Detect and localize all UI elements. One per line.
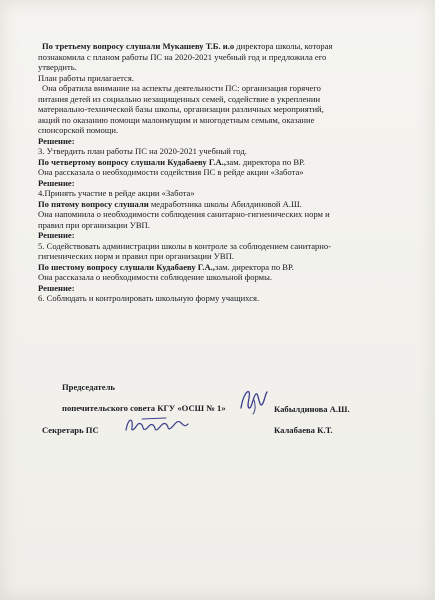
decision-text: 6. Соблюдать и контролировать школьную форму учащихся. (38, 293, 260, 303)
text-line: План работы прилагается. (38, 72, 134, 83)
decision-text: 3. Утвердить план работы ПС на 2020-2021 учебный год. (38, 146, 247, 156)
chair-title-line2: попечительского совета КГУ «ОСШ № 1» (62, 403, 226, 413)
decision-label: Решение: (38, 230, 75, 240)
chair-title-line1: Председатель (62, 382, 115, 392)
decision-label: Решение: (38, 282, 75, 293)
text-line: Она рассказала о необходимости соблюдение школьной формы. (38, 272, 273, 282)
chair-name: Кабылдинова А.Ш. (274, 404, 350, 414)
section3-heading: По третьему вопросу слушали Мукашеву Т.Б. и.о директора школы, которая (42, 41, 333, 51)
section6-heading: По шестому вопросу слушали Кудабаеву Г.А.,зам. директора по ВР. (38, 261, 294, 272)
secretary-title: Секретарь ПС (42, 425, 99, 435)
secretary-name: Калабаева К.Т. (274, 425, 333, 435)
text-line: правил при организации УВП. (38, 219, 150, 230)
secretary-signature (122, 414, 194, 438)
decision-label: Решение: (38, 135, 75, 146)
text-line: Она обратила внимание на аспекты деятельности ПС: организация горячего (42, 83, 321, 93)
section5-heading: По пятому вопросу слушали медработника школы Абилдиновой А.Ш. (38, 198, 302, 209)
decision-label: Решение: (38, 177, 75, 188)
minutes-text (38, 41, 398, 304)
decision-text: гигиенических норм и правил при организации УВП. (38, 251, 234, 261)
text-line: питания детей из социально незащищенных семей, содействие в укреплении (38, 93, 321, 104)
decision-text: 4.Принять участие в рейде акции «Забота» (38, 188, 195, 198)
text-line: познакомила с планом работы ПС на 2020-2021 учебный год и предложила его (38, 51, 327, 62)
text-line: Она напомнила о необходимости соблюдения санитарно-гигиенических норм и (38, 209, 330, 219)
section4-heading: По четвертому вопросу слушали Кудабаеву Г.А.,зам. директора по ВР. (38, 156, 305, 167)
text-line: акций по оказанию помощи малоимущим и многодетным семьям, оказание (38, 114, 315, 125)
text-line: Она рассказала о необходимости содействия ПС в рейде акции «Забота» (38, 167, 304, 177)
text-line: материально-технической базы школы, организации различных мероприятий, (38, 104, 324, 114)
text-line: спонсорской помощи. (38, 125, 119, 135)
decision-text: 5. Содействовать администрации школы в контроле за соблюдением санитарно- (38, 240, 332, 251)
text-line: утвердить. (38, 62, 77, 72)
chair-signature (237, 386, 271, 416)
